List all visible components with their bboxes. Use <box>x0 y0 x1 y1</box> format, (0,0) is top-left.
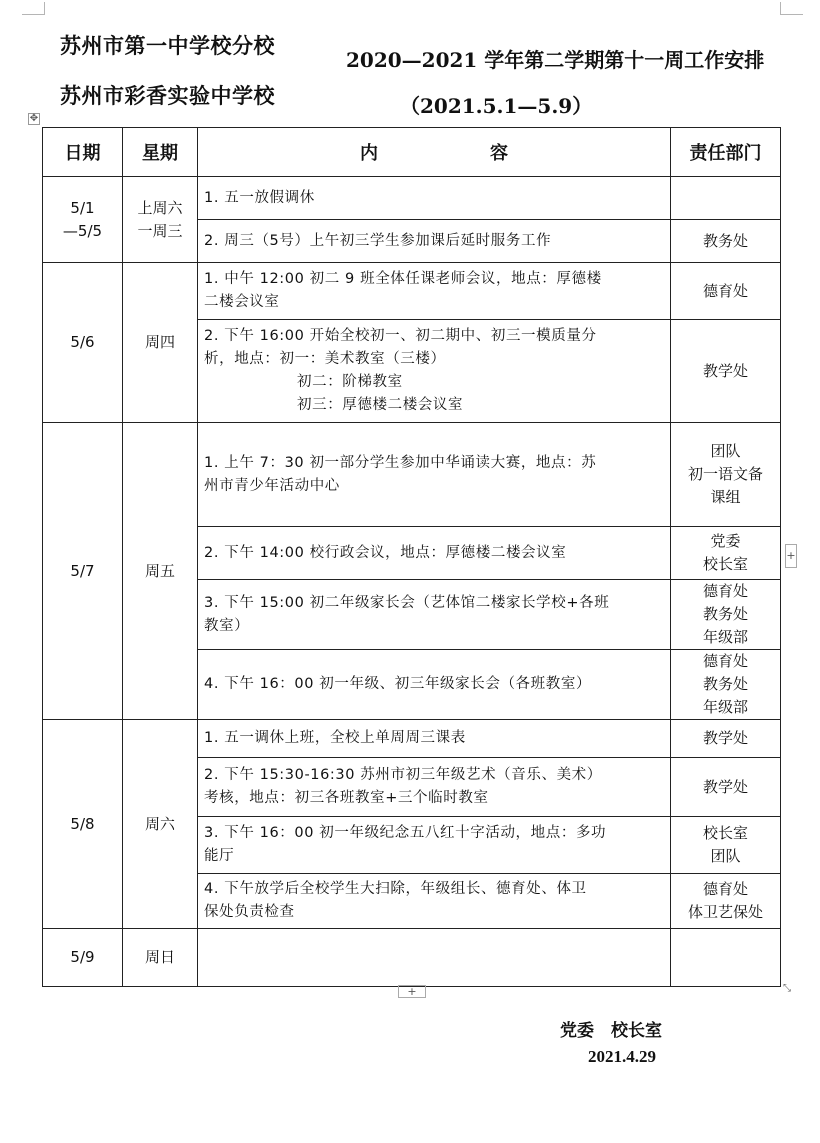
date-cell: 5/6 <box>43 263 123 423</box>
content-line: 初三：厚德楼二楼会议室 <box>297 397 464 413</box>
date-cell: 5/9 <box>43 929 123 987</box>
school-name-1: 苏州市第一中学校分校 <box>60 33 275 58</box>
header-weekday: 星期 <box>123 128 198 177</box>
footer-signature: 党委 校长室 <box>560 1021 662 1041</box>
content-line: 2. 周三（5号）上午初三学生参加课后延时服务工作 <box>204 232 552 249</box>
dept-cell <box>671 929 781 987</box>
content-line: 2. 下午 14:00 校行政会议，地点：厚德楼二楼会议室 <box>204 544 567 561</box>
dept-cell: 德育处 <box>671 263 781 320</box>
date-cell: 5/7 <box>43 423 123 720</box>
document-date-range: （2021.5.1—5.9） <box>400 94 593 118</box>
content-line: 能厅 <box>204 848 235 864</box>
content-line: 3. 下午 16：00 初一年级纪念五八红十字活动，地点：多功 <box>204 825 607 841</box>
content-line: 4. 下午 16：00 初一年级、初三年级家长会（各班教室） <box>204 676 592 692</box>
content-cell <box>198 220 671 263</box>
content-line: 析，地点：初一：美术教室（三楼） <box>204 351 446 367</box>
weekday-cell: 周六 <box>123 720 198 929</box>
content-cell <box>198 177 671 220</box>
content-cell <box>198 423 671 527</box>
content-cell <box>198 650 671 720</box>
dept-cell: 党委 校长室 <box>671 527 781 580</box>
dept-cell: 团队 初一语文备 课组 <box>671 423 781 527</box>
dept-cell: 教学处 <box>671 720 781 758</box>
content-cell <box>198 580 671 650</box>
header-content <box>198 128 671 177</box>
dept-cell: 教务处 <box>671 220 781 263</box>
add-row-plus-icon[interactable]: + <box>398 985 426 998</box>
schedule-body <box>43 177 781 987</box>
page-corner-mark-top-left <box>22 2 45 15</box>
content-line: 2. 下午 15:30-16:30 苏州市初三年级艺术（音乐、美术） <box>204 767 602 783</box>
table-row <box>43 929 781 987</box>
content-line: 考核，地点：初三各班教室+三个临时教室 <box>204 790 489 806</box>
content-cell <box>198 758 671 817</box>
content-cell <box>198 263 671 320</box>
header-content-char-2: 容 <box>490 143 508 164</box>
weekday-cell: 上周六 一周三 <box>123 177 198 263</box>
content-line: 1. 上午 7：30 初一部分学生参加中华诵读大赛，地点：苏 <box>204 454 597 471</box>
weekday-cell: 周五 <box>123 423 198 720</box>
table-header-row <box>43 128 781 177</box>
content-line: 教室） <box>204 617 250 634</box>
content-cell <box>198 527 671 580</box>
weekday-cell: 周四 <box>123 263 198 423</box>
content-line: 州市青少年活动中心 <box>204 477 340 494</box>
content-line: 1. 中午 12:00 初二 9 班全体任课老师会议，地点：厚德楼 <box>204 271 602 287</box>
add-column-plus-icon[interactable]: + <box>785 544 797 568</box>
table-row <box>43 263 781 320</box>
date-cell: 5/8 <box>43 720 123 929</box>
dept-cell <box>671 177 781 220</box>
content-line: 1. 五一调休上班，全校上单周周三课表 <box>204 730 466 746</box>
content-line: 二楼会议室 <box>204 294 280 310</box>
content-cell <box>198 929 671 987</box>
dept-cell: 校长室 团队 <box>671 817 781 874</box>
page-corner-mark-top-right <box>780 2 803 15</box>
content-line: 初二：阶梯教室 <box>297 374 403 390</box>
table-resize-icon[interactable]: ⤡ <box>783 983 791 994</box>
weekday-cell: 周日 <box>123 929 198 987</box>
dept-cell: 德育处 教务处 年级部 <box>671 580 781 650</box>
dept-cell: 德育处 体卫艺保处 <box>671 874 781 929</box>
content-cell <box>198 320 671 423</box>
dept-cell: 德育处 教务处 年级部 <box>671 650 781 720</box>
content-cell <box>198 817 671 874</box>
content-line: 3. 下午 15:00 初二年级家长会（艺体馆二楼家长学校+各班 <box>204 594 610 611</box>
header-date: 日期 <box>43 128 123 177</box>
document-title: 2020—2021 学年第二学期第十一周工作安排 <box>346 48 765 72</box>
table-row <box>43 423 781 527</box>
schedule-table <box>42 127 781 987</box>
content-line: 4. 下午放学后全校学生大扫除，年级组长、德育处、体卫 <box>204 881 587 897</box>
header-content-char-1: 内 <box>360 143 378 164</box>
footer-date: 2021.4.29 <box>588 1047 656 1066</box>
school-name-2: 苏州市彩香实验中学校 <box>60 83 275 108</box>
table-row <box>43 177 781 220</box>
content-line: 1. 五一放假调休 <box>204 189 315 206</box>
table-move-handle-icon[interactable]: ✥ <box>29 113 39 124</box>
content-line: 2. 下午 16:00 开始全校初一、初二期中、初三一模质量分 <box>204 328 597 344</box>
dept-cell: 教学处 <box>671 320 781 423</box>
header-dept: 责任部门 <box>671 128 781 177</box>
dept-cell: 教学处 <box>671 758 781 817</box>
date-cell: 5/1 —5/5 <box>43 177 123 263</box>
content-line: 保处负责检查 <box>204 904 295 920</box>
content-cell <box>198 720 671 758</box>
table-row <box>43 720 781 758</box>
content-cell <box>198 874 671 929</box>
